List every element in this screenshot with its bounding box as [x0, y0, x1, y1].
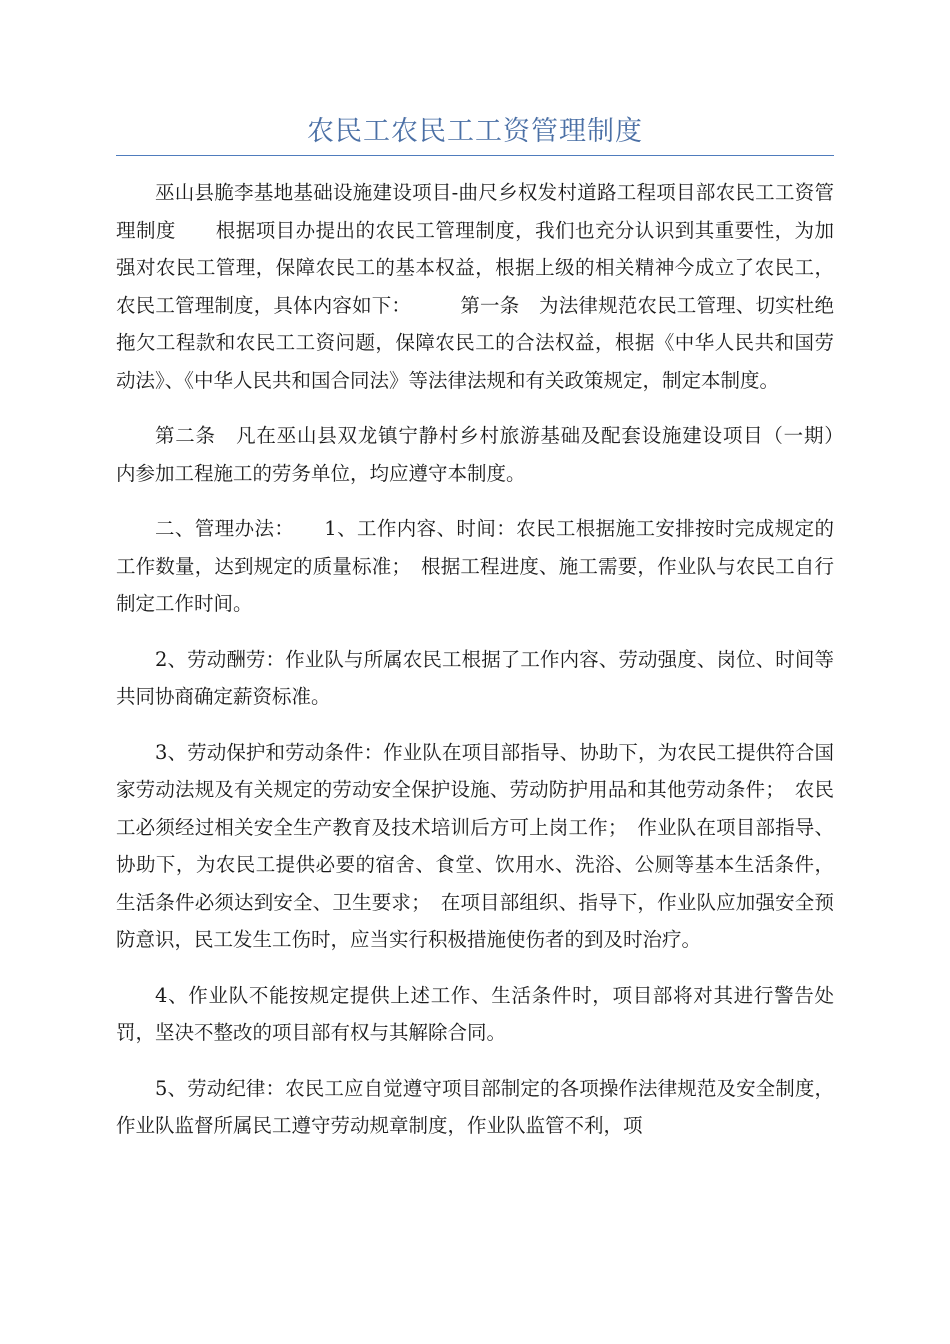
paragraph-labor-protection: 3、劳动保护和劳动条件：作业队在项目部指导、协助下，为农民工提供符合国家劳动法规及有关规定的劳动安全保护设施、劳动防护用品和其他劳动条件； 农民工必须经过相关安全生产教育及技术培训后方可上岗工作； 作业队在项目部指导、协助下，为农民工提供必要的宿舍、食堂、饮用水、洗浴、公厕等基本生活条件，生活条件必须达到安全、卫生要求； 在项目部组织、指导下，作业队应加强安全预防意识，民工发生工伤时，应当实行积极措施使伤者的到及时治疗。: [116, 740, 834, 951]
paragraph-penalty: 4、作业队不能按规定提供上述工作、生活条件时，项目部将对其进行警告处罚，坚决不整改的项目部有权与其解除合同。: [116, 983, 834, 1044]
document-title: 农民工农民工工资管理制度: [307, 116, 643, 147]
paragraph-labor-discipline: 5、劳动纪律：农民工应自觉遵守项目部制定的各项操作法律规范及安全制度，作业队监督所属民工遵守劳动规章制度，作业队监管不利，项: [116, 1076, 834, 1137]
paragraph-intro: 巫山县脆李基地基础设施建设项目-曲尺乡权发村道路工程项目部农民工工资管理制度 根据项目办提出的农民工管理制度，我们也充分认识到其重要性，为加强对农民工管理，保障农民工的基本权益，根据上级的相关精神今成立了农民工，农民工管理制度，具体内容如下： 第一条 为法律规范农民工管理、切实杜绝拖欠工程款和农民工工资问题，保障农民工的合法权益，根据《中华人民共和国劳动法》、《中华人民共和国合同法》等法律法规和有关政策规定，制定本制度。: [116, 181, 834, 392]
title-underline: [116, 155, 834, 156]
paragraph-remuneration: 2、劳动酬劳：作业队与所属农民工根据了工作内容、劳动强度、岗位、时间等共同协商确定薪资标准。: [116, 647, 834, 708]
paragraph-management: 二、管理办法： 1、工作内容、时间：农民工根据施工安排按时完成规定的工作数量，达到规定的质量标准； 根据工程进度、施工需要，作业队与农民工自行制定工作时间。: [116, 517, 834, 615]
paragraph-article-2: 第二条 凡在巫山县双龙镇宁静村乡村旅游基础及配套设施建设项目（一期） 内参加工程施工的劳务单位，均应遵守本制度。: [116, 424, 854, 485]
document-body: [116, 174, 854, 1163]
